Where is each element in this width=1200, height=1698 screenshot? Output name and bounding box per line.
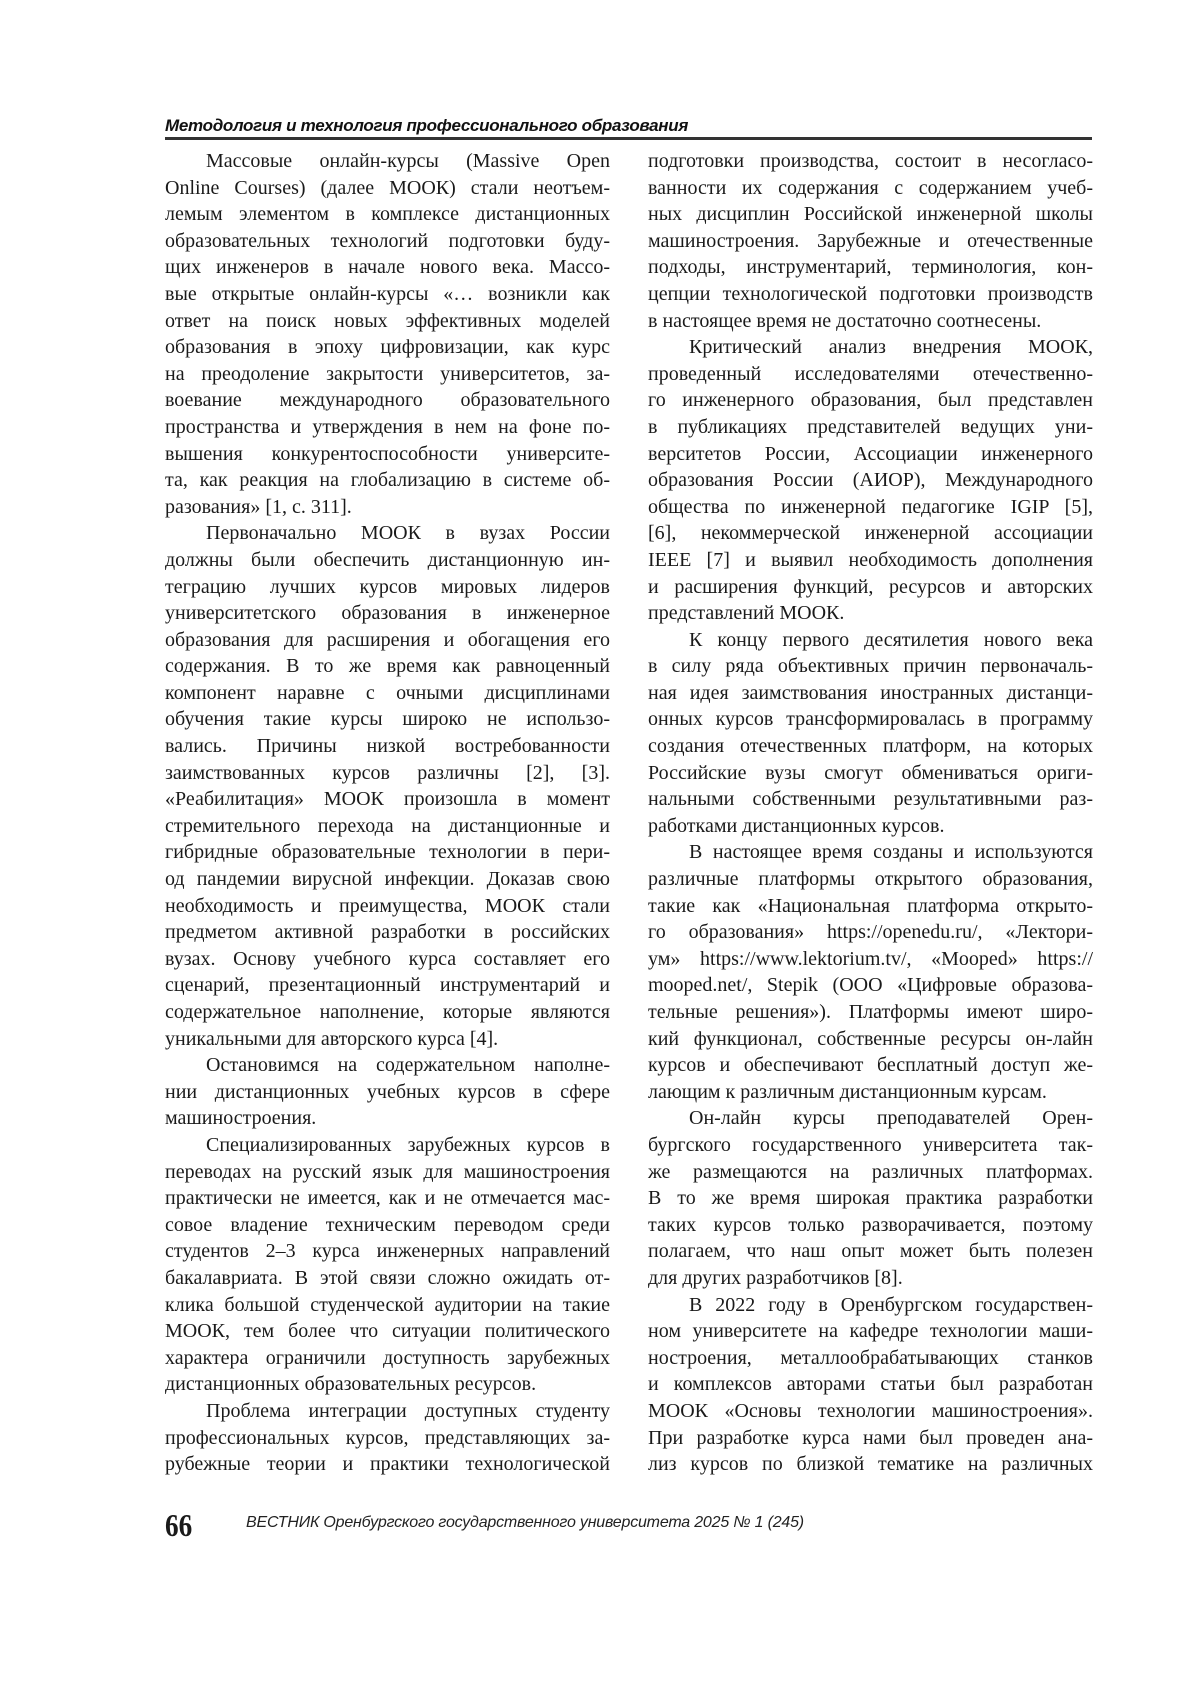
left-column <box>165 148 610 1478</box>
text-line: и комплексов авторами статьи был разработан <box>648 1371 1093 1398</box>
text-line: МООК «Основы технологии машиностроения». <box>648 1398 1093 1425</box>
paragraph <box>648 334 1093 627</box>
text-line: лиз курсов по близкой тематике на различных <box>648 1451 1093 1478</box>
text-line: ная идея заимствования иностранных дистанци- <box>648 680 1093 707</box>
text-line: В 2022 году в Оренбургском государствен- <box>648 1292 1093 1319</box>
text-line: теграцию лучших курсов мировых лидеров <box>165 574 610 601</box>
running-head: Методология и технология профессионального образования <box>165 116 1092 136</box>
text-line: для других разработчиков [8]. <box>648 1265 1093 1292</box>
right-column <box>648 148 1093 1478</box>
text-line: го инженерного образования, был представлен <box>648 387 1093 414</box>
text-line: тельные решения»). Платформы имеют широ- <box>648 999 1093 1026</box>
text-line: При разработке курса нами был проведен ана- <box>648 1425 1093 1452</box>
text-line: машиностроения. Зарубежные и отечественные <box>648 228 1093 255</box>
text-line: различные платформы открытого образования, <box>648 866 1093 893</box>
text-line: лающим к различным дистанционным курсам. <box>648 1079 1093 1106</box>
text-line: вузах. Основу учебного курса составляет его <box>165 946 610 973</box>
text-line: вые открытые онлайн-курсы «… возникли как <box>165 281 610 308</box>
text-line: та, как реакция на глобализацию в системе об- <box>165 467 610 494</box>
text-line: од пандемии вирусной инфекции. Доказав свою <box>165 866 610 893</box>
text-line: переводах на русский язык для машиностроения <box>165 1159 610 1186</box>
text-line: и расширения функций, ресурсов и авторских <box>648 574 1093 601</box>
text-line: должны были обеспечить дистанционную ин- <box>165 547 610 574</box>
text-line: работками дистанционных курсов. <box>648 813 1093 840</box>
text-line: щих инженеров в начале нового века. Массо- <box>165 254 610 281</box>
text-line: совое владение техническим переводом среди <box>165 1212 610 1239</box>
text-line: предметом активной разработки в российских <box>165 919 610 946</box>
text-line: ум» https://www.lektorium.tv/, «Mooped» https:// <box>648 946 1093 973</box>
text-line: обучения такие курсы широко не использо- <box>165 706 610 733</box>
text-line: полагаем, что наш опыт может быть полезен <box>648 1238 1093 1265</box>
paragraph <box>165 520 610 1052</box>
text-line: заимствованных курсов различны [2], [3]. <box>165 760 610 787</box>
text-line: подходы, инструментарий, терминология, кон- <box>648 254 1093 281</box>
text-line: Специализированных зарубежных курсов в <box>165 1132 610 1159</box>
text-line: подготовки производства, состоит в несогласо- <box>648 148 1093 175</box>
text-line: кий функционал, собственные ресурсы он-лайн <box>648 1026 1093 1053</box>
text-line: ностроения, металлообрабатывающих станков <box>648 1345 1093 1372</box>
text-line: разования» [1, с. 311]. <box>165 494 610 521</box>
paragraph <box>165 1132 610 1398</box>
text-line: содержательное наполнение, которые являются <box>165 999 610 1026</box>
text-line: К концу первого десятилетия нового века <box>648 627 1093 654</box>
text-line: представлений МООК. <box>648 600 1093 627</box>
text-line: компонент наравне с очными дисциплинами <box>165 680 610 707</box>
text-line: mooped.net/, Stepik (ООО «Цифровые образова- <box>648 972 1093 999</box>
text-line: машиностроения. <box>165 1105 610 1132</box>
text-line: го образования» https://openedu.ru/, «Лектори- <box>648 919 1093 946</box>
text-line: в настоящее время не достаточно соотнесены. <box>648 308 1093 335</box>
text-line: Первоначально МООК в вузах России <box>165 520 610 547</box>
text-line: бакалавриата. В этой связи сложно ожидать от- <box>165 1265 610 1292</box>
text-line: гибридные образовательные технологии в пери- <box>165 839 610 866</box>
text-line: онных курсов трансформировалась в программу <box>648 706 1093 733</box>
text-line: проведенный исследователями отечественно- <box>648 361 1093 388</box>
text-line: стремительного перехода на дистанционные и <box>165 813 610 840</box>
text-line: курсов и обеспечивают бесплатный доступ же- <box>648 1052 1093 1079</box>
text-line: образования России (АИОР), Международного <box>648 467 1093 494</box>
paragraph <box>165 148 610 520</box>
text-line: Остановимся на содержательном наполне- <box>165 1052 610 1079</box>
text-line: «Реабилитация» МООК произошла в момент <box>165 786 610 813</box>
text-line: ном университете на кафедре технологии маши- <box>648 1318 1093 1345</box>
text-line: вышения конкурентоспособности университе- <box>165 441 610 468</box>
text-line: в силу ряда объективных причин первоначаль- <box>648 653 1093 680</box>
paragraph <box>165 1398 610 1478</box>
paragraph <box>165 1052 610 1132</box>
text-line: верситетов России, Ассоциации инженерного <box>648 441 1093 468</box>
text-line: пространства и утверждения в нем на фоне по- <box>165 414 610 441</box>
text-line: IEEE [7] и выявил необходимость дополнения <box>648 547 1093 574</box>
text-line: образования для расширения и обогащения его <box>165 627 610 654</box>
text-line: такие как «Национальная платформа открыто- <box>648 893 1093 920</box>
text-line: на преодоление закрытости университетов, за- <box>165 361 610 388</box>
text-line: университетского образования в инженерное <box>165 600 610 627</box>
text-line: образовательных технологий подготовки буду- <box>165 228 610 255</box>
text-line: нальными собственными результативными раз- <box>648 786 1093 813</box>
paragraph <box>648 148 1093 334</box>
text-line: Российские вузы смогут обмениваться ориги- <box>648 760 1093 787</box>
text-line: нии дистанционных учебных курсов в сфере <box>165 1079 610 1106</box>
page-number: 66 <box>165 1507 192 1544</box>
paragraph <box>648 627 1093 840</box>
text-line: образования в эпоху цифровизации, как курс <box>165 334 610 361</box>
text-line: профессиональных курсов, представляющих за- <box>165 1425 610 1452</box>
text-line: характера ограничили доступность зарубежных <box>165 1345 610 1372</box>
text-line: практически не имеется, как и не отмечается мас- <box>165 1185 610 1212</box>
text-line: сценарий, презентационный инструментарий и <box>165 972 610 999</box>
text-line: рубежные теории и практики технологической <box>165 1451 610 1478</box>
text-line: Массовые онлайн-курсы (Massive Open <box>165 148 610 175</box>
paragraph <box>648 1105 1093 1291</box>
text-line: студентов 2–3 курса инженерных направлений <box>165 1238 610 1265</box>
text-line: содержания. В то же время как равноценный <box>165 653 610 680</box>
text-line: клика большой студенческой аудитории на такие <box>165 1292 610 1319</box>
text-line: бургского государственного университета так- <box>648 1132 1093 1159</box>
text-line: общества по инженерной педагогике IGIP [5], <box>648 494 1093 521</box>
text-line: создания отечественных платформ, на которых <box>648 733 1093 760</box>
header-rule <box>165 137 1092 140</box>
text-line: таких курсов только разворачивается, поэтому <box>648 1212 1093 1239</box>
text-line: в публикациях представителей ведущих уни- <box>648 414 1093 441</box>
text-line: Проблема интеграции доступных студенту <box>165 1398 610 1425</box>
text-line: цепции технологической подготовки производств <box>648 281 1093 308</box>
paragraph <box>648 1292 1093 1478</box>
text-line: дистанционных образовательных ресурсов. <box>165 1371 610 1398</box>
text-line: Online Courses) (далее МООК) стали неотъем- <box>165 175 610 202</box>
text-line: [6], некоммерческой инженерной ассоциации <box>648 520 1093 547</box>
text-line: лемым элементом в комплексе дистанционных <box>165 201 610 228</box>
paragraph <box>648 839 1093 1105</box>
text-line: ванности их содержания с содержанием учеб- <box>648 175 1093 202</box>
text-line: Он-лайн курсы преподавателей Орен- <box>648 1105 1093 1132</box>
text-line: МООК, тем более что ситуации политического <box>165 1318 610 1345</box>
text-line: же размещаются на различных платформах. <box>648 1159 1093 1186</box>
text-line: уникальными для авторского курса [4]. <box>165 1026 610 1053</box>
journal-footer: ВЕСТНИК Оренбургского государственного университета 2025 № 1 (245) <box>246 1514 804 1532</box>
text-line: В то же время широкая практика разработки <box>648 1185 1093 1212</box>
text-line: воевание международного образовательного <box>165 387 610 414</box>
text-line: ных дисциплин Российской инженерной школы <box>648 201 1093 228</box>
text-line: необходимость и преимущества, МООК стали <box>165 893 610 920</box>
text-line: ответ на поиск новых эффективных моделей <box>165 308 610 335</box>
text-line: В настоящее время созданы и используются <box>648 839 1093 866</box>
text-line: вались. Причины низкой востребованности <box>165 733 610 760</box>
text-line: Критический анализ внедрения МООК, <box>648 334 1093 361</box>
